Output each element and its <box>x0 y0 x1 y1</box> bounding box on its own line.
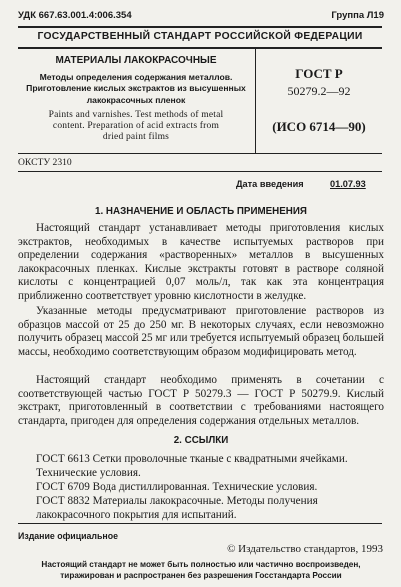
footer-rule <box>18 523 382 524</box>
top-rule <box>18 26 382 28</box>
doc-title: МАТЕРИАЛЫ ЛАКОКРАСОЧНЫЕ <box>55 55 217 66</box>
section-2-heading: 2. ССЫЛКИ <box>173 435 229 446</box>
section-1-paragraph-2: Указанные методы предусматривают приготовление растворов из образцов массой от 25 до 250 мг. В некоторых случаях, если невозможно получить образец массой 25 мг или требуется испытуемый образец большей массы, необходимо соответствующим образом модифицировать метод. <box>18 305 384 358</box>
gost-number: 50279.2—92 <box>287 84 351 98</box>
udk-code: УДК 667.63.001.4:006.354 <box>18 10 132 21</box>
references-list <box>18 452 384 522</box>
iso-reference: (ИСО 6714—90) <box>272 119 366 134</box>
okstu-rule <box>18 171 382 172</box>
group-code: Группа Л19 <box>331 10 384 21</box>
reference-item: ГОСТ 6613 Сетки проволочные тканые с квадратными ячейками. Технические условия. <box>36 453 348 479</box>
intro-date-value: 01.07.93 <box>330 179 366 189</box>
reference-item: ГОСТ 6709 Вода дистиллированная. Технические условия. <box>36 481 318 493</box>
section-1-paragraph-1: Настоящий стандарт устанавливает методы приготовления кислых экстрактов, необходимых в качестве испытуемых растворов при определении содержания «растворенных» металлов в высушенных лакокрасочных пленках. Кислые экстракты готовят в растворе соляной кислоты с концентрацией 0,07 моль/л, так как эта концентрация приближенно соответствует уровню кислотности в желудке. <box>18 222 384 302</box>
reproduction-notice: Настоящий стандарт не может быть полностью или частично воспроизведен, тиражирован и распространен без разрешения Госстандарта России <box>41 560 361 580</box>
reference-item: ГОСТ 8832 Материалы лакокрасочные. Методы получения лакокрасочного покрытия для испытаний. <box>36 495 318 521</box>
official-edition: Издание официальное <box>18 531 118 541</box>
section-1-heading: 1. НАЗНАЧЕНИЕ И ОБЛАСТЬ ПРИМЕНЕНИЯ <box>95 206 307 217</box>
gost-label: ГОСТ Р <box>295 66 343 81</box>
title-bottom-rule <box>18 153 382 154</box>
intro-date-label: Дата введения <box>236 179 304 189</box>
section-1-paragraph-3: Настоящий стандарт необходимо применять в сочетании с соответствующей частью ГОСТ Р 50279.3 — ГОСТ Р 50279.9. Кислый экстракт, приготовленный в соответствии с требованиями настоящего стандарта, пригоден для определения содержания отдельных металлов. <box>18 374 384 427</box>
subtitle-ru: Методы определения содержания металлов. Приготовление кислых экстрактов из высушенных лакокрасочных пленок <box>26 72 246 105</box>
copyright: © Издательство стандартов, 1993 <box>227 543 383 555</box>
title-rule <box>18 47 382 49</box>
okstu-code: ОКСТУ 2310 <box>18 157 72 168</box>
title-divider <box>255 49 256 153</box>
subtitle-en: Paints and varnishes. Test methods of metal content. Preparation of acid extracts from dried paint films <box>48 110 224 142</box>
standard-title: ГОСУДАРСТВЕННЫЙ СТАНДАРТ РОССИЙСКОЙ ФЕДЕРАЦИИ <box>37 31 363 42</box>
